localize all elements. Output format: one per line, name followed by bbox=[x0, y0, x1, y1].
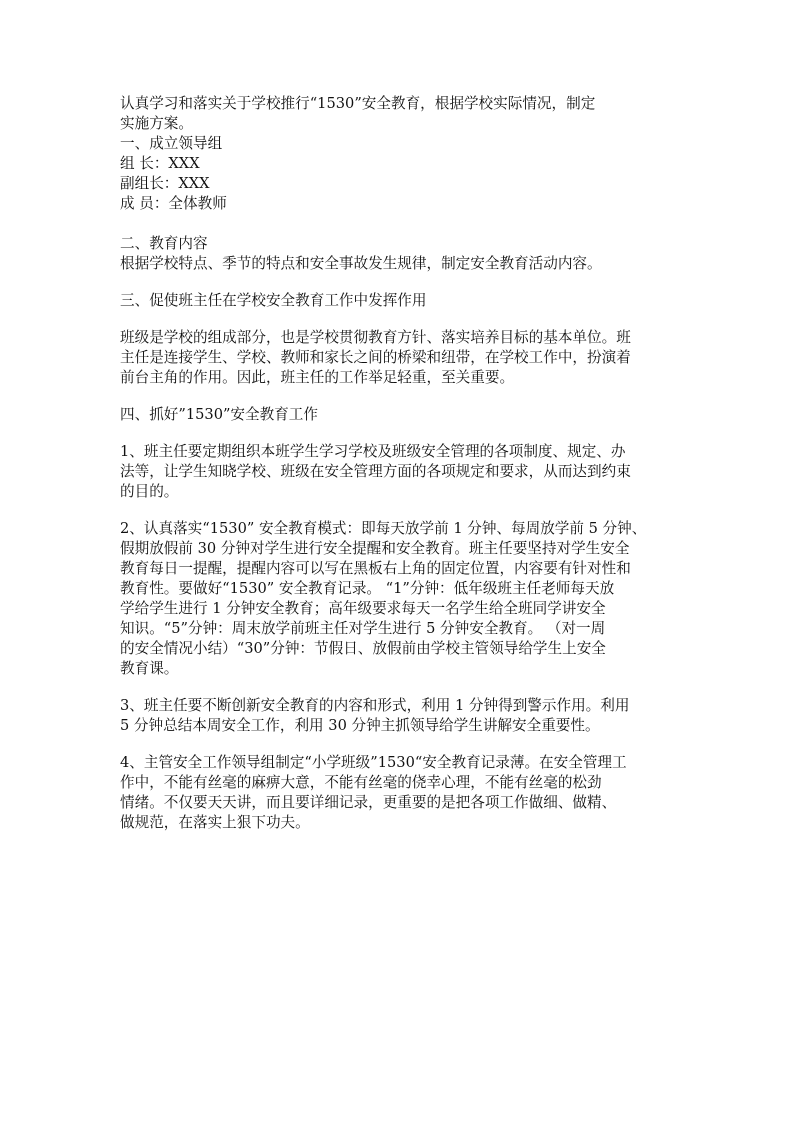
leader-line: 组 长：XXX bbox=[120, 155, 200, 172]
members-line: 成 员：全体教师 bbox=[120, 195, 227, 212]
section3-heading: 三、促使班主任在学校安全教育工作中发挥作用 bbox=[120, 292, 427, 309]
item3-line: 5 分钟总结本周安全工作，利用 30 分钟主抓领导给学生讲解安全重要性。 bbox=[120, 717, 600, 734]
item2-line: 的安全情况小结）“30”分钟：节假日、放假前由学校主管领导给学生上安全 bbox=[120, 640, 606, 657]
item2-line: 教育性。要做好“1530” 安全教育记录。 “1”分钟：低年级班主任老师每天放 bbox=[120, 580, 615, 597]
item2-line: 教育每日一提醒，提醒内容可以写在黑板右上角的固定位置，内容要有针对性和 bbox=[120, 560, 631, 577]
item2-line: 知识。“5”分钟：周末放学前班主任对学生进行 5 分钟安全教育。 （对一周 bbox=[120, 620, 606, 637]
intro-line-1: 认真学习和落实关于学校推行“1530”安全教育，根据学校实际情况，制定 bbox=[120, 95, 596, 112]
item2-line: 假期放假前 30 分钟对学生进行安全提醒和安全教育。班主任要坚持对学生安全 bbox=[120, 540, 630, 557]
section2-heading: 二、教育内容 bbox=[120, 235, 208, 252]
section2-text: 根据学校特点、季节的特点和安全事故发生规律，制定安全教育活动内容。 bbox=[120, 255, 602, 272]
item4-line: 做规范，在落实上狠下功夫。 bbox=[120, 814, 310, 831]
section1-heading: 一、成立领导组 bbox=[120, 135, 223, 152]
section4-heading: 四、抓好”1530”安全教育工作 bbox=[120, 406, 318, 423]
section3-line: 主任是连接学生、学校、教师和家长之间的桥梁和纽带，在学校工作中，扮演着 bbox=[120, 349, 631, 366]
item4-line: 情绪。不仅要天天讲，而且要详细记录，更重要的是把各项工作做细、做精、 bbox=[120, 794, 617, 811]
item1-line: 法等，让学生知晓学校、班级在安全管理方面的各项规定和要求，从而达到约束 bbox=[120, 463, 631, 480]
deputy-line: 副组长：XXX bbox=[120, 175, 210, 192]
intro-line-2: 实施方案。 bbox=[120, 115, 193, 132]
item2-line: 教育课。 bbox=[120, 660, 179, 677]
document-body bbox=[120, 94, 680, 833]
item1-line: 1、班主任要定期组织本班学生学习学校及班级安全管理的各项制度、规定、办 bbox=[120, 443, 626, 460]
item4-line: 作中，不能有丝毫的麻痹大意，不能有丝毫的侥幸心理，不能有丝毫的松劲 bbox=[120, 774, 602, 791]
item4-line: 4、主管安全工作领导组制定“小学班级”1530“安全教育记录薄。在安全管理工 bbox=[120, 754, 627, 771]
item1-line: 的目的。 bbox=[120, 483, 179, 500]
item2-line: 2、认真落实“1530” 安全教育模式：即每天放学前 1 分钟、每周放学前 5 分钟、 bbox=[120, 520, 647, 537]
section3-line: 班级是学校的组成部分，也是学校贯彻教育方针、落实培养目标的基本单位。班 bbox=[120, 329, 631, 346]
item2-line: 学给学生进行 1 分钟安全教育；高年级要求每天一名学生给全班同学讲安全 bbox=[120, 600, 606, 617]
section3-line: 前台主角的作用。因此，班主任的工作举足轻重，至关重要。 bbox=[120, 369, 515, 386]
item3-line: 3、班主任要不断创新安全教育的内容和形式，利用 1 分钟得到警示作用。利用 bbox=[120, 697, 630, 714]
